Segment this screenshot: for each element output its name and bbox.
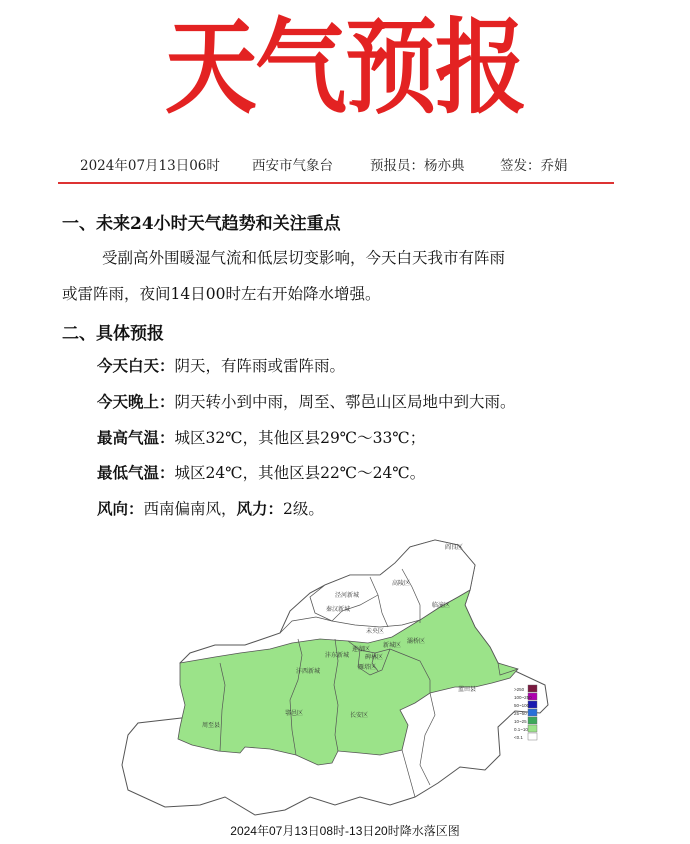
legend-label: 100~250: [514, 695, 532, 700]
forecast-daytime: [97, 354, 345, 376]
forecast-text: 城区32℃，其他区县29℃～33℃；: [174, 429, 426, 447]
district-label-xincheng: 新城区: [383, 643, 402, 649]
issue-time: 2024年07月13日06时: [80, 158, 220, 174]
forecast-max-temp: [97, 426, 425, 448]
forecast-label: 风向：: [97, 499, 144, 518]
district-label-fengxi: 沣西新城: [296, 669, 321, 675]
forecaster: 预报员：杨亦典: [370, 158, 465, 174]
legend-label: >250: [514, 687, 525, 692]
district-label-yanta: 雁塔区: [358, 665, 377, 671]
forecast-text: 2级。: [283, 500, 324, 518]
map-svg: [120, 535, 560, 820]
map-caption: 2024年07月13日08时-13日20时降水落区图: [230, 824, 460, 838]
precipitation-map: [120, 535, 560, 820]
district-label-huyi: 鄠邑区: [285, 711, 304, 717]
legend-label: 10~25: [514, 719, 527, 724]
section1-line1: 受副高外围暖湿气流和低层切变影响，今天白天我市有阵雨: [102, 249, 506, 267]
section2-heading: 二、具体预报: [62, 324, 164, 344]
district-label-changan: 长安区: [350, 713, 369, 719]
legend-swatch: [528, 709, 537, 716]
forecast-text: 西南偏南风，: [143, 500, 237, 518]
forecast-text: 阴天，有阵雨或雷阵雨。: [174, 357, 346, 375]
legend-swatch: [528, 733, 537, 740]
district-label-lantian: 蓝田县: [458, 687, 477, 693]
signer: 签发：乔娟: [500, 158, 568, 174]
legend-swatch: [528, 725, 537, 732]
legend-label: 50~100: [514, 703, 530, 708]
district-label-yanliang: 阎良区: [445, 545, 464, 551]
legend-swatch: [528, 701, 537, 708]
district-label-lianhu: 莲湖区: [352, 647, 371, 653]
district-label-jinghe: 泾河新城: [335, 593, 360, 599]
district-label-beilin: 碑林区: [365, 655, 384, 661]
forecast-min-temp: [97, 461, 425, 483]
legend-swatch: [528, 717, 537, 724]
district-label-weiyang: 未央区: [366, 629, 385, 635]
district-label-lintong: 临潼区: [432, 603, 451, 609]
forecast-text: 城区24℃，其他区县22℃～24℃。: [174, 464, 426, 482]
header-divider: [58, 182, 614, 184]
forecast-label: 今天晚上：: [97, 392, 175, 411]
district-label-zhouzhi: 周至县: [202, 723, 221, 729]
district-label-gaoling: 高陵区: [392, 581, 411, 587]
section1-line2: 或雷阵雨，夜间14日00时左右开始降水增强。: [62, 285, 381, 303]
district-label-fengdong: 沣东新城: [325, 653, 350, 659]
legend-swatch: [528, 685, 537, 692]
forecast-label: 最低气温：: [97, 463, 175, 482]
forecast-wind: [97, 497, 324, 519]
issue-info: [80, 154, 640, 174]
forecast-night: [97, 390, 516, 412]
district-label-qinhan: 秦汉新城: [326, 607, 351, 613]
legend-label: 25~50: [514, 711, 527, 716]
section1-heading: 一、未来24小时天气趋势和关注重点: [62, 214, 341, 234]
district-label-baqiao: 灞桥区: [407, 639, 426, 645]
document-title: 天气预报: [164, 6, 525, 128]
forecast-label: 风力：: [236, 499, 284, 518]
issuing-station: 西安市气象台: [252, 158, 333, 174]
forecast-text: 阴天转小到中雨，周至、鄠邑山区局地中到大雨。: [174, 393, 516, 411]
legend-label: <0.1: [514, 735, 523, 740]
legend-label: 0.1~10: [514, 727, 528, 732]
forecast-label: 最高气温：: [97, 428, 175, 447]
forecast-label: 今天白天：: [97, 356, 175, 375]
